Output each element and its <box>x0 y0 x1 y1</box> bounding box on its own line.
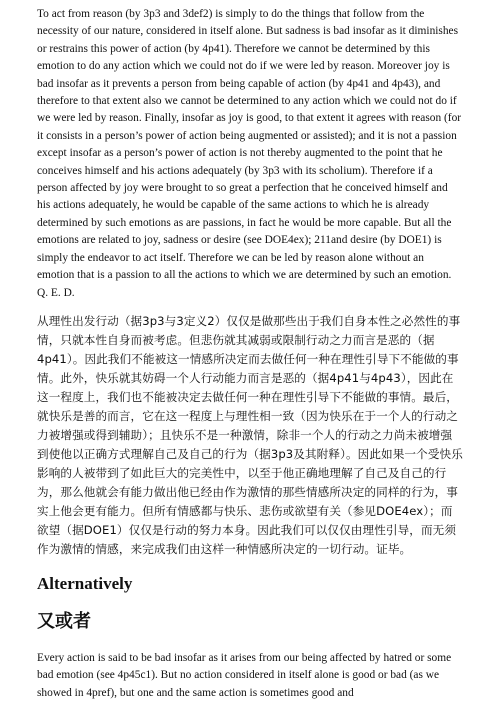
chinese-paragraph-main: 从理性出发行动（据3p3与3定义2）仅仅是做那些出于我们自身本性之必然性的事情，只就本性自身而被考虑。但悲伤就其减弱或限制行动之力而言是恶的（据4p41）。因此我们不能被这一情感所决定而去做任何一种在理性引导下不能做的事情。此外，快乐就其妨碍一个人行动能力而言是恶的（据4p41与4p43），因此在这一程度上，我们也不能被决定去做任何一种在理性引导下不能做的事情。最后，就快乐是善的而言，它在这一程度上与理性相一致（因为快乐在于一个人的行动之力被增强或得到辅助）；且快乐不是一种激情，除非一个人的行动之力尚未被增强到使他以正确方式理解自己及自己的行为（据3p3及其附释）。因此如果一个受快乐影响的人被带到了如此巨大的完美性中，以至于他正确地理解了自己及自己的行为，那么他就会有能力做出他已经由作为激情的那些情感所决定的同样的行为，事实上他会更有能力。但所有情感都与快乐、悲伤或欲望有关（参见DOE4ex）；而欲望（据DOE1）仅仅是行动的努力本身。因此我们可以仅仅由理性引导，而无须作为激情的情感，来完成我们由这样一种情感所决定的一切行动。证毕。 <box>37 313 463 556</box>
english-paragraph-main: To act from reason (by 3p3 and 3def2) is simply to do the things that follow from the necessity of our nature, considered in itself alone. But sadness is bad insofar as it diminishes or restrains this power of action (by 4p41). Therefore we cannot be determined by this emotion to do any action which we could not do if we were led by reason. Moreover joy is bad insofar as it prevents a person from being capable of action (by 4p41 and 4p43), and therefore to that extent also we cannot be determined to any action which we could not do if we were led by reason. Finally, insofar as joy is good, to that extent it agrees with reason (for it consists in a person’s power of action being augmented or assisted); and it is not a passion except insofar as a person’s power of action is not thereby augmented to the point that he conceives himself and his actions adequately (by 3p3 with its scholium). Therefore if a person affected by joy were brought to so great a perfection that he conceived himself and his actions adequately, he would be capable of the same actions to which he is already determined by such emotions as are passions, in fact he would be more capable. But all the emotions are related to joy, sadness or desire (see DOE4ex); 211and desire (by DOE1) is simply the endeavor to act itself. Therefore we can be led by reason alone without an emotion that is a passion to all the actions to which we are determined by such an emotion. Q. E. D. <box>37 8 462 299</box>
heading-alternatively: Alternatively <box>37 573 133 593</box>
heading-alternatively-chinese: 又或者 <box>37 610 91 632</box>
document-page <box>37 6 463 702</box>
english-paragraph-second: Every action is said to be bad insofar as it arises from our being affected by hatred or some bad emotion (see 4p45c1). But no action considered in itself alone is good or bad (as we showed in 4pref), but one and the same action is sometimes good and <box>37 651 452 699</box>
